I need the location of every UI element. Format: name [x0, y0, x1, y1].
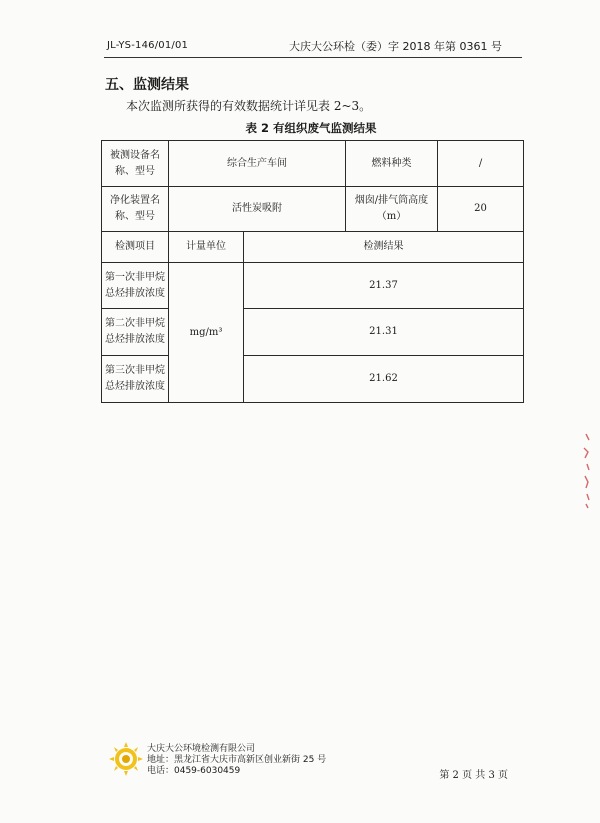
company-address: 地址：黑龙江省大庆市高新区创业新街 25 号: [147, 755, 327, 765]
intro-text: 本次监测所获得的有效数据统计详见表 2~3。: [126, 99, 372, 113]
unit-header: 计量单位: [169, 232, 244, 263]
equipment-value: 综合生产车间: [169, 141, 346, 187]
page-number: 第 2 页 共 3 页: [439, 770, 508, 781]
table-row: [102, 263, 524, 309]
fuel-type-label: 燃料种类: [346, 141, 438, 187]
table-row: [102, 309, 524, 356]
purifier-value: 活性炭吸附: [169, 187, 346, 232]
result-header: 检测结果: [244, 232, 524, 263]
stack-height-value: 20: [438, 187, 524, 232]
table-header-row: [102, 232, 524, 263]
equipment-label: 被测设备名称、型号: [102, 141, 169, 187]
company-phone: 电话：0459-6030459: [147, 766, 241, 776]
section-title: 五、监测结果: [105, 77, 189, 93]
header-divider: [104, 57, 522, 58]
table-row: [102, 141, 524, 187]
table-row: [102, 356, 524, 403]
fuel-type-value: /: [438, 141, 524, 187]
company-info: [147, 744, 326, 777]
report-number: 大庆大公环检（委）字 2018 年第 0361 号: [289, 40, 502, 53]
company-logo-icon: [108, 741, 144, 777]
table-title: 表 2 有组织废气监测结果: [245, 121, 377, 135]
result-cell: 21.31: [244, 309, 524, 356]
seal-fragment-icon: [578, 430, 592, 510]
unit-cell: mg/m³: [169, 263, 244, 403]
result-cell: 21.37: [244, 263, 524, 309]
company-name: 大庆大公环境检测有限公司: [147, 744, 256, 754]
item-header: 检测项目: [102, 232, 169, 263]
item-cell: 第三次非甲烷总烃排放浓度: [102, 356, 169, 403]
purifier-label: 净化装置名称、型号: [102, 187, 169, 232]
stack-height-label: 烟囱/排气筒高度（m）: [346, 187, 438, 232]
result-cell: 21.62: [244, 356, 524, 403]
item-cell: 第一次非甲烷总烃排放浓度: [102, 263, 169, 309]
monitoring-results-table: [101, 140, 524, 403]
document-code: JL-YS-146/01/01: [107, 40, 189, 51]
table-row: [102, 187, 524, 232]
item-cell: 第二次非甲烷总烃排放浓度: [102, 309, 169, 356]
